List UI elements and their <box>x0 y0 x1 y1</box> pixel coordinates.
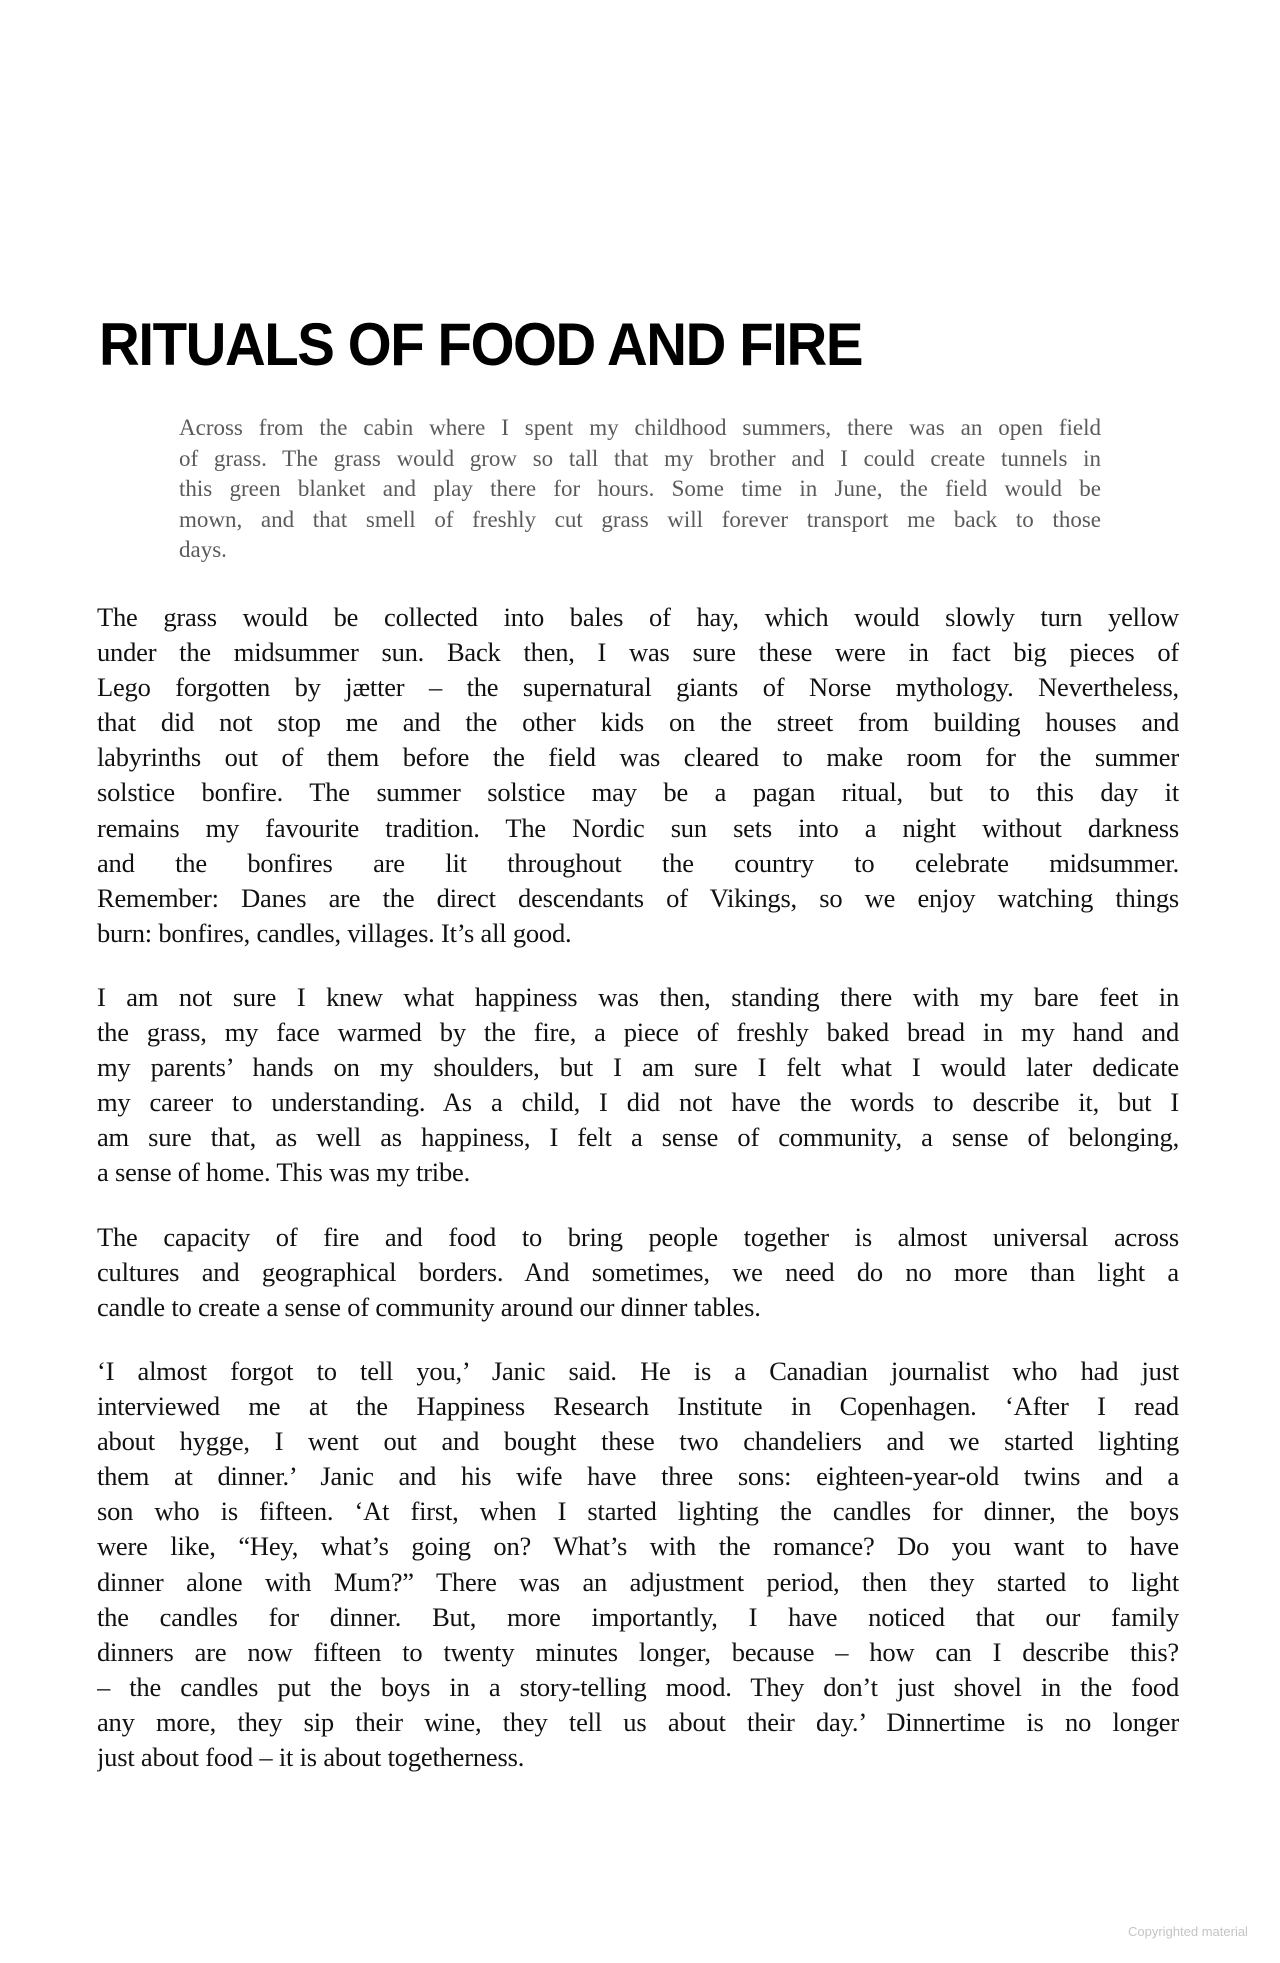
text-line: candle to create a sense of community around our dinner tables. <box>97 1292 761 1323</box>
text-line: Lego forgotten by jætter – the supernatural giants of Norse mythology. Nevertheless, <box>97 672 1179 703</box>
text-line: am sure that, as well as happiness, I felt a sense of community, a sense of belonging, <box>97 1122 1179 1153</box>
text-line: son who is fifteen. ‘At first, when I started lighting the candles for dinner, the boys <box>97 1496 1179 1527</box>
paragraph-3 <box>97 1220 1179 1325</box>
chapter-title: RITUALS OF FOOD AND FIRE <box>99 311 863 379</box>
text-line: ‘I almost forgot to tell you,’ Janic said. He is a Canadian journalist who had just <box>97 1356 1179 1386</box>
text-line: The capacity of fire and food to bring people together is almost universal across <box>97 1222 1179 1252</box>
epigraph <box>179 413 1101 566</box>
text-line: – the candles put the boys in a story-telling mood. They don’t just shovel in the food <box>97 1671 1179 1702</box>
text-line: just about food – it is about togetherness. <box>97 1742 525 1773</box>
text-line: solstice bonfire. The summer solstice may be a pagan ritual, but to this day it <box>97 777 1179 808</box>
text-line: any more, they sip their wine, they tell us about their day.’ Dinnertime is no longer <box>97 1706 1179 1737</box>
text-line: the grass, my face warmed by the fire, a piece of freshly baked bread in my hand and <box>97 1017 1179 1048</box>
text-line: and the bonfires are lit throughout the country to celebrate midsummer. <box>97 847 1179 878</box>
copyright-watermark: Copyrighted material <box>1128 1924 1248 1939</box>
text-line: cultures and geographical borders. And sometimes, we need do no more than light a <box>97 1257 1179 1288</box>
text-line: The grass would be collected into bales of hay, which would slowly turn yellow <box>97 602 1179 632</box>
text-line: a sense of home. This was my tribe. <box>97 1157 471 1188</box>
paragraph-1 <box>97 600 1179 951</box>
text-line: about hygge, I went out and bought these two chandeliers and we started lighting <box>97 1426 1179 1457</box>
epigraph-line: of grass. The grass would grow so tall that my brother and I could create tunnels in <box>179 445 1101 471</box>
text-line: Remember: Danes are the direct descendants of Vikings, so we enjoy watching things <box>97 882 1179 913</box>
text-line: them at dinner.’ Janic and his wife have three sons: eighteen-year-old twins and a <box>97 1461 1179 1492</box>
text-line: my parents’ hands on my shoulders, but I am sure I felt what I would later dedicate <box>97 1052 1179 1083</box>
epigraph-line: days. <box>179 537 227 563</box>
text-line: the candles for dinner. But, more importantly, I have noticed that our family <box>97 1601 1179 1632</box>
text-line: my career to understanding. As a child, I did not have the words to describe it, but I <box>97 1087 1179 1118</box>
text-line: burn: bonfires, candles, villages. It’s all good. <box>97 917 572 948</box>
epigraph-line: mown, and that smell of freshly cut grass will forever transport me back to those <box>179 506 1101 532</box>
paragraph-2 <box>97 980 1179 1191</box>
epigraph-line: Across from the cabin where I spent my childhood summers, there was an open field <box>179 415 1101 440</box>
text-line: that did not stop me and the other kids on the street from building houses and <box>97 707 1179 738</box>
text-line: labyrinths out of them before the field was cleared to make room for the summer <box>97 742 1179 773</box>
text-line: remains my favourite tradition. The Nordic sun sets into a night without darkness <box>97 812 1179 843</box>
text-line: under the midsummer sun. Back then, I was sure these were in fact big pieces of <box>97 637 1179 668</box>
text-line: I am not sure I knew what happiness was then, standing there with my bare feet in <box>97 982 1179 1012</box>
paragraph-4 <box>97 1354 1179 1775</box>
epigraph-line: this green blanket and play there for hours. Some time in June, the field would be <box>179 476 1101 502</box>
text-line: interviewed me at the Happiness Research Institute in Copenhagen. ‘After I read <box>97 1391 1179 1422</box>
text-line: dinners are now fifteen to twenty minutes longer, because – how can I describe this? <box>97 1636 1179 1667</box>
text-line: were like, “Hey, what’s going on? What’s with the romance? Do you want to have <box>97 1531 1179 1562</box>
text-line: dinner alone with Mum?” There was an adjustment period, then they started to light <box>97 1566 1179 1597</box>
